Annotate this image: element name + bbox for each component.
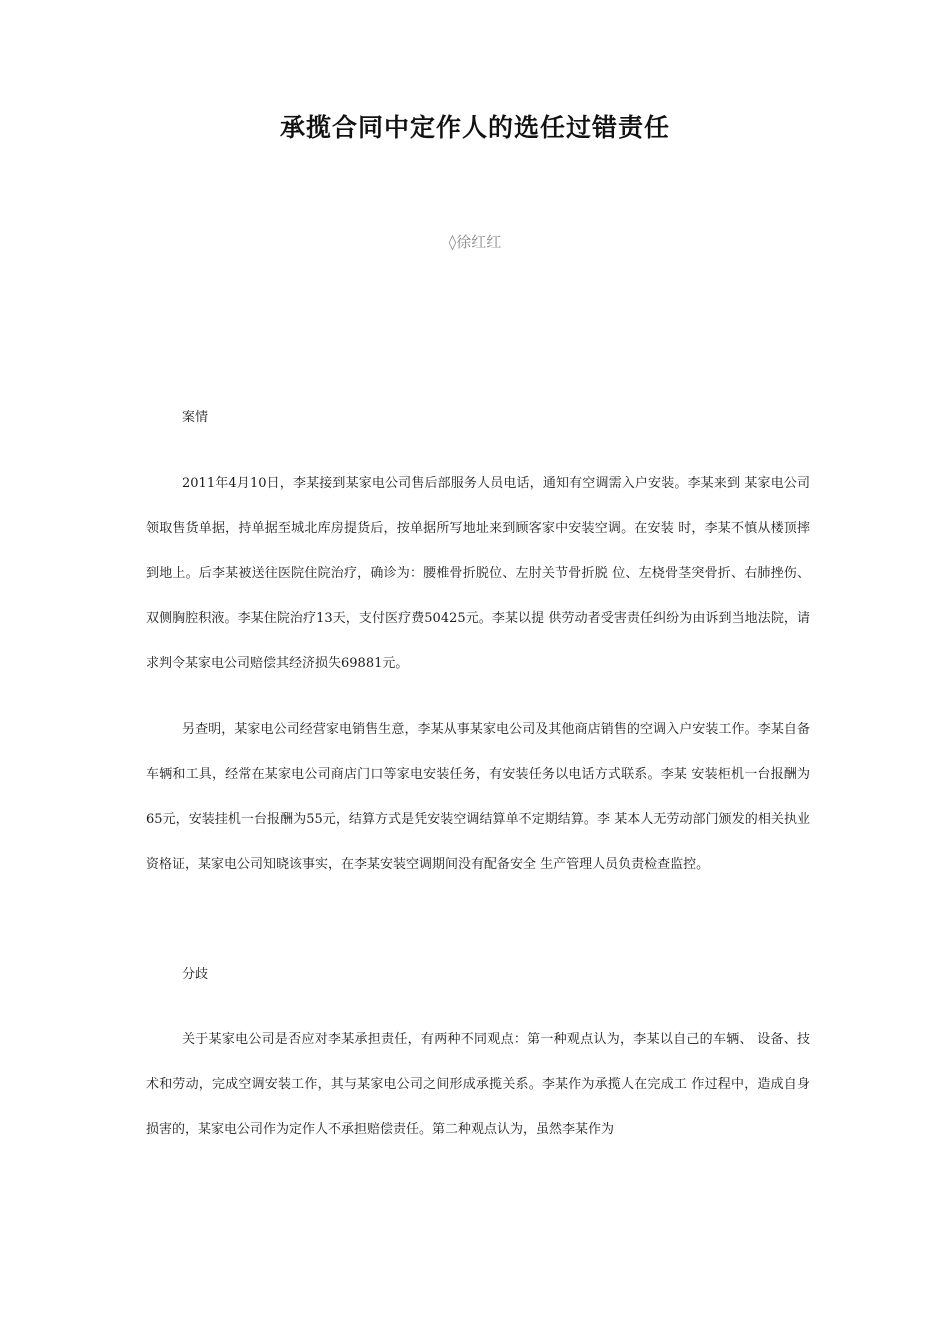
section-heading-case: 案情 [182,410,209,425]
disagreement-paragraph-1: 关于某家电公司是否应对李某承担责任，有两种不同观点：第一种观点认为，李某以自己的车辆、 设备、技术和劳动，完成空调安装工作，其与某家电公司之间形成承揽关系。李某作为承揽人在完成工 作过程中，造成自身损害的，某家电公司作为定作人不承担赔偿责任。第二种观点认为，虽然李某作为 [146,1032,810,1137]
document-title: 承揽合同中定作人的选任过错责任 [279,113,670,142]
section-heading-disagreement: 分歧 [182,967,209,982]
case-paragraph-1: 2011年4月10日，李某接到某家电公司售后部服务人员电话，通知有空调需入户安装。李某来到 某家电公司领取售货单据，持单据至城北库房提货后，按单据所写地址来到顾客家中安装空调。在安装 时，李某不慎从楼顶摔到地上。后李某被送往医院住院治疗，确诊为：腰椎骨折脱位、左肘关节骨折脱 位、左桡骨茎突骨折、右肺挫伤、双侧胸腔积液。李某住院治疗13天，支付医疗费50425元。李某以提 供劳动者受害责任纠纷为由诉到当地法院，请求判令某家电公司赔偿其经济损失69881元。 [146,476,810,671]
author-byline: ◊徐红红 [448,233,502,251]
case-paragraph-2: 另查明，某家电公司经营家电销售生意，李某从事某家电公司及其他商店销售的空调入户安装工作。李某自备车辆和工具，经常在某家电公司商店门口等家电安装任务，有安装任务以电话方式联系。李某 安装柜机一台报酬为65元，安装挂机一台报酬为55元，结算方式是凭安装空调结算单不定期结算。李 某本人无劳动部门颁发的相关执业资格证，某家电公司知晓该事实，在李某安装空调期间没有配备安全 生产管理人员负责检查监控。 [146,722,810,872]
